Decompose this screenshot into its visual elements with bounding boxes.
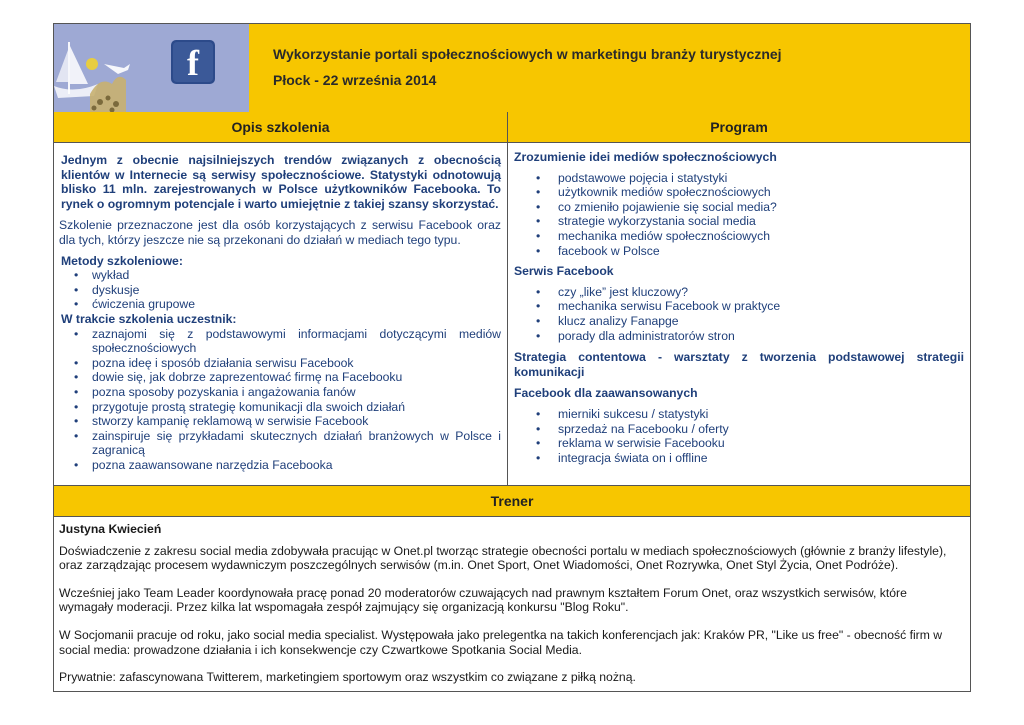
program-heading: Program bbox=[508, 112, 970, 143]
trener-paragraph-4: Prywatnie: zafascynowana Twitterem, marketingiem sportowym oraz wszystkim co związane z piłką nożną. bbox=[59, 670, 636, 685]
program-section-2-list bbox=[514, 285, 964, 343]
list-item: • mechanika mediów społecznościowych bbox=[514, 229, 964, 244]
list-item: • stworzy kampanię reklamową w serwisie Facebook bbox=[59, 414, 501, 429]
opis-content bbox=[59, 153, 501, 472]
list-item: • dowie się, jak dobrze zaprezentować firmę na Facebooku bbox=[59, 370, 501, 385]
list-item: • czy „like” jest kluczowy? bbox=[514, 285, 964, 300]
trener-paragraph-1: Doświadczenie z zakresu social media zdobywała pracując w Onet.pl tworząc strategie obecności portalu w mediach społecznościowych (głównie z branży lifestyle), oraz zarządzając procesem wydawniczym poszczególnych serwisów (m.in. Onet Sport, Onet Wiadomości, Onet Rozrywka, Onet Styl Życia, Onet Podróże). bbox=[59, 543, 947, 573]
trener-content bbox=[59, 522, 964, 698]
facebook-letter: f bbox=[187, 43, 199, 83]
list-item: • zainspiruje się przykładami skutecznych działań branżowych w Polsce i zagranicą bbox=[59, 429, 501, 458]
list-item: • facebook w Polsce bbox=[514, 244, 964, 259]
list-item: • pozna ideę i sposób działania serwisu Facebook bbox=[59, 356, 501, 371]
list-item: • ćwiczenia grupowe bbox=[59, 297, 501, 312]
column-divider bbox=[507, 112, 508, 486]
trener-heading: Trener bbox=[54, 485, 970, 517]
list-item: • dyskusje bbox=[59, 283, 501, 298]
program-section-3-title: Strategia contentowa - warsztaty z tworzenia podstawowej strategii komunikacji bbox=[514, 350, 964, 379]
header-bar bbox=[54, 24, 970, 113]
list-item: • mierniki sukcesu / statystyki bbox=[514, 407, 964, 422]
opis-heading: Opis szkolenia bbox=[54, 112, 508, 143]
metody-heading: Metody szkoleniowe: bbox=[61, 253, 183, 268]
list-item: • mechanika serwisu Facebook w praktyce bbox=[514, 299, 964, 314]
list-item: • pozna zaawansowane narzędzia Facebooka bbox=[59, 458, 501, 473]
list-item: • strategie wykorzystania social media bbox=[514, 214, 964, 229]
list-item: • porady dla administratorów stron bbox=[514, 329, 964, 344]
page-subtitle: Płock - 22 września 2014 bbox=[273, 72, 437, 88]
opis-intro-text: Szkolenie przeznaczone jest dla osób korzystających z serwisu Facebook oraz dla tych, którzy jeszcze nie są przekonani do działań w mediach tego typu. bbox=[59, 218, 501, 247]
list-item: • wykład bbox=[59, 268, 501, 283]
list-item: • reklama w serwisie Facebooku bbox=[514, 436, 964, 451]
list-item: • klucz analizy Fanapge bbox=[514, 314, 964, 329]
list-item: • co zmieniło pojawienie się social media? bbox=[514, 200, 964, 215]
list-item: • użytkownik mediów społecznościowych bbox=[514, 185, 964, 200]
logo-area bbox=[54, 24, 249, 112]
list-item: • sprzedaż na Facebooku / oferty bbox=[514, 422, 964, 437]
document-frame bbox=[53, 23, 971, 692]
metody-list bbox=[59, 268, 501, 312]
uczestnik-list bbox=[59, 327, 501, 473]
program-section-1-title: Zrozumienie idei mediów społecznościowych bbox=[514, 150, 777, 164]
program-section-4-list bbox=[514, 407, 964, 465]
list-item: • integracja świata on i offline bbox=[514, 451, 964, 466]
trener-paragraph-2: Wcześniej jako Team Leader koordynowała pracę ponad 20 moderatorów czuwających nad prawnym kształtem Forum Onet, oraz wszystkich serwisów, które wymagały moderacji. Przez kilka lat wspomagała zespół zajmujący się organizacją konkursu "Blog Roku". bbox=[59, 585, 907, 615]
opis-intro-bold: Jednym z obecnie najsilniejszych trendów związanych z obecnością klientów w Internecie są serwisy społecznościowe. Statystyki odnotowują blisko 11 mln. zarejestrowanych w Polsce użytkowników Facebooka. To rynek o ogromnym potencjale i warto umiejętnie z takiej szansy skorzystać. bbox=[61, 153, 501, 211]
program-section-1-list bbox=[514, 171, 964, 259]
tourism-logo-icon bbox=[54, 24, 249, 112]
trener-name: Justyna Kwiecień bbox=[59, 522, 162, 536]
program-section-2-title: Serwis Facebook bbox=[514, 264, 614, 279]
program-content bbox=[514, 150, 964, 465]
uczestnik-heading: W trakcie szkolenia uczestnik: bbox=[61, 311, 237, 326]
list-item: • zaznajomi się z podstawowymi informacjami dotyczącymi mediów społecznościowych bbox=[59, 327, 501, 356]
trener-paragraph-3: W Socjomanii pracuje od roku, jako social media specialist. Występowała jako prelegentka na takich konferencjach jak: Kraków PR, "Like us free" - obecność firm w social media: prowadzone działania i ich konsekwencje czy Czwartkowe Spotkania Social Media. bbox=[59, 627, 943, 657]
list-item: • przygotuje prostą strategię komunikacji dla swoich działań bbox=[59, 400, 501, 415]
list-item: • pozna sposoby pozyskania i angażowania fanów bbox=[59, 385, 501, 400]
list-item: • podstawowe pojęcia i statystyki bbox=[514, 171, 964, 186]
program-section-4-title: Facebook dla zaawansowanych bbox=[514, 386, 698, 401]
page-title: Wykorzystanie portali społecznościowych w marketingu branży turystycznej bbox=[273, 46, 782, 62]
